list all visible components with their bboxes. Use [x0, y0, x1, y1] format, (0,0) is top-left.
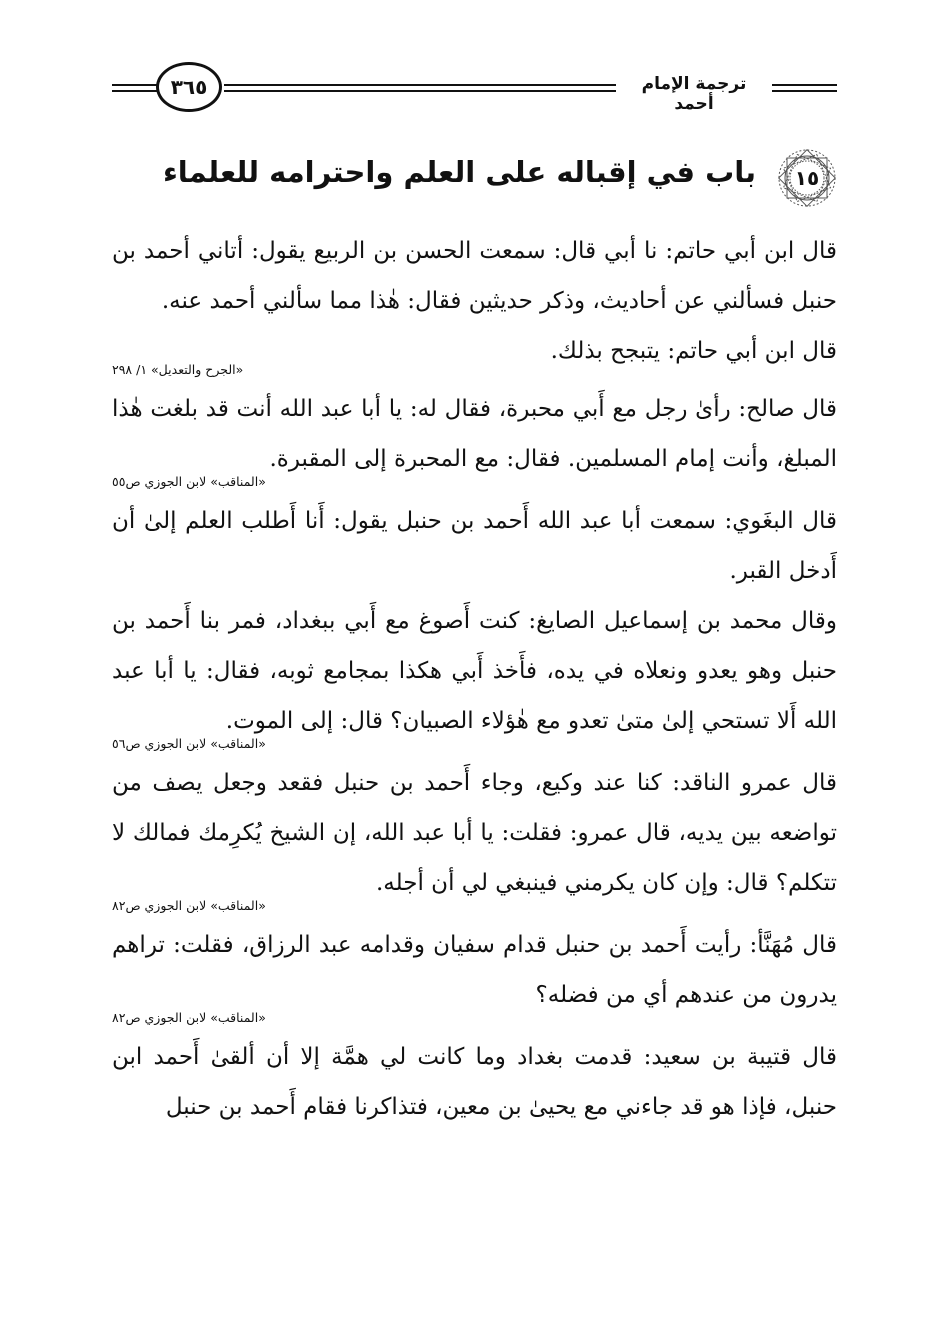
paragraph: وقال محمد بن إسماعيل الصايغ: كنت أَصوغ مع أَبي ببغداد، فمر بنا أَحمد بن حنبل وهو يعدو ونعلاه في يده، فأَخذ أَبي هكذا بمجامع ثوبه، فقال: يا أبا عبد الله أَلا تستحي إلىٰ متىٰ تعدو مع هٰؤلاء الصبيان؟ قال: إلى الموت.: [112, 608, 837, 734]
header-rule: [224, 84, 616, 86]
chapter-title: باب في إقباله على العلم واحترامه للعلماء: [162, 155, 756, 189]
page-number: ٣٦٥: [170, 75, 208, 99]
page-body: [112, 226, 837, 1132]
running-header: [112, 62, 837, 114]
source-citation: «المناقب» لابن الجوزي ص٨٢: [112, 1010, 266, 1025]
paragraph: قال ابن أبي حاتم: يتبجح بذلك.: [550, 338, 837, 364]
header-rule: [772, 84, 837, 86]
source-citation: «المناقب» لابن الجوزي ص٨٢: [112, 898, 266, 913]
header-rule: [112, 90, 158, 92]
paragraph: قال قتيبة بن سعيد: قدمت بغداد وما كانت لي همَّة إلا أن ألقىٰ أَحمد ابن حنبل، فإذا هو قد جاءني مع يحيىٰ بن معين، فتذاكرنا فقام أَحمد بن حنبل: [112, 1044, 837, 1120]
paragraph: قال صالح: رأىٰ رجل مع أَبي محبرة، فقال له: يا أبا عبد الله أنت قد بلغت هٰذا المبلغ، وأنت إمام المسلمين. فقال: مع المحبرة إلى المقبرة.: [112, 396, 837, 472]
header-rule: [772, 90, 837, 92]
source-citation: «الجرح والتعديل» ١/ ٢٩٨: [112, 362, 244, 377]
header-rule: [112, 84, 158, 86]
running-title: ترجمة الإمام أحمد: [641, 74, 747, 114]
page-number-badge: [156, 62, 222, 112]
source-citation: «المناقب» لابن الجوزي ص٥٦: [112, 736, 266, 751]
chapter-number: ١٥: [794, 166, 820, 190]
paragraph: قال ابن أبي حاتم: نا أبي قال: سمعت الحسن بن الربيع يقول: أتاني أحمد بن حنبل فسألني عن أحاديث، وذكر حديثين فقال: هٰذا مما سألني أحمد عنه.: [112, 238, 837, 314]
header-rule: [224, 90, 616, 92]
source-citation: «المناقب» لابن الجوزي ص٥٥: [112, 474, 266, 489]
paragraph: قال عمرو الناقد: كنا عند وكيع، وجاء أَحمد بن حنبل فقعد وجعل يصف من تواضعه بين يديه، قال عمرو: فقلت: يا أبا عبد الله، إن الشيخ يُكرِمك فمالك لا تتكلم؟ قال: وإن كان يكرمني فينبغي لي أن أجله.: [112, 770, 837, 896]
paragraph: قال البغَوي: سمعت أبا عبد الله أَحمد بن حنبل يقول: أَنا أَطلب العلم إلىٰ أن أَدخل القبر.: [112, 508, 837, 584]
paragraph: قال مُهَنَّأ: رأيت أَحمد بن حنبل قدام سفيان وقدامه عبد الرزاق، فقلت: تراهم يدرون من عندهم أي من فضله؟: [112, 932, 837, 1008]
chapter-heading: [162, 145, 840, 211]
